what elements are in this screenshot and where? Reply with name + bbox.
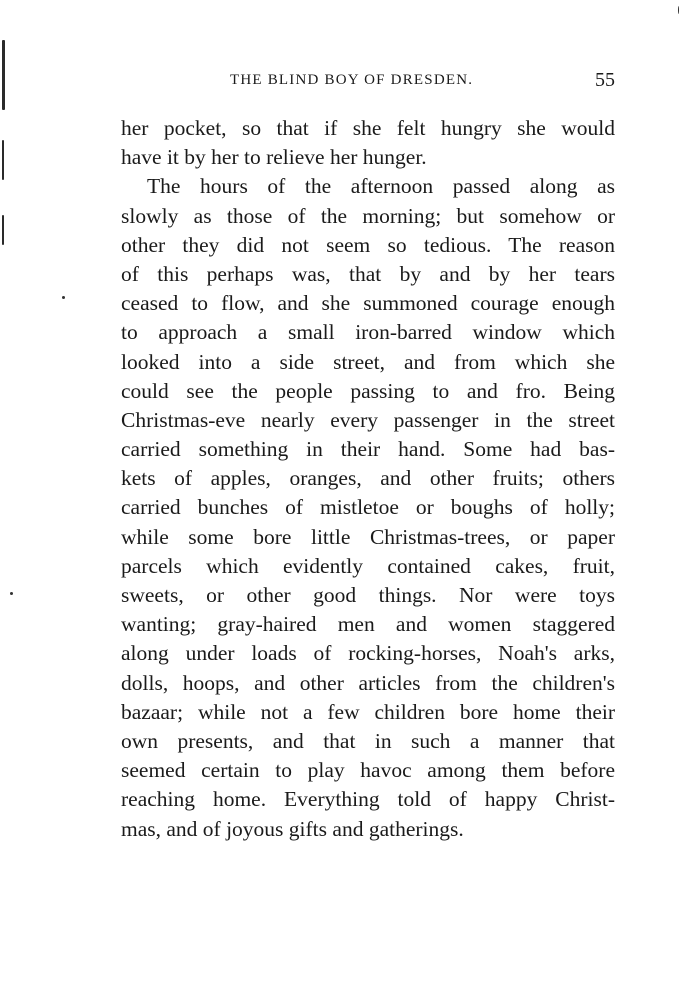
running-title: THE BLIND BOY OF DRESDEN. bbox=[230, 72, 474, 88]
text-line: The hours of the afternoon passed along as bbox=[147, 174, 615, 199]
text-line: of this perhaps was, that by and by her tears bbox=[121, 261, 615, 286]
text-line: parcels which evidently contained cakes, fruit, bbox=[121, 553, 615, 578]
text-line: reaching home. Everything told of happy Christ- bbox=[121, 787, 615, 812]
text-line: carried bunches of mistletoe or boughs of holly; bbox=[121, 495, 615, 520]
text-line: wanting; gray-haired men and women staggered bbox=[121, 612, 615, 637]
text-line: other they did not seem so tedious. The reason bbox=[121, 232, 615, 257]
scan-speck bbox=[678, 6, 679, 14]
scan-edge-mark bbox=[2, 215, 4, 245]
text-line: along under loads of rocking-horses, Noah's arks, bbox=[121, 641, 615, 666]
running-header bbox=[230, 69, 615, 98]
text-line: have it by her to relieve her hunger. bbox=[121, 145, 427, 170]
text-line: carried something in their hand. Some had bas- bbox=[121, 437, 615, 462]
scan-edge-mark bbox=[2, 40, 5, 110]
text-line: could see the people passing to and fro. Being bbox=[121, 378, 615, 403]
text-line: ceased to flow, and she summoned courage enough bbox=[121, 291, 615, 316]
text-line: looked into a side street, and from which she bbox=[121, 349, 615, 374]
text-line: while some bore little Christmas-trees, or paper bbox=[121, 524, 615, 549]
text-line: her pocket, so that if she felt hungry she would bbox=[121, 116, 615, 140]
text-line: sweets, or other good things. Nor were toys bbox=[121, 583, 615, 607]
text-line: seemed certain to play havoc among them before bbox=[121, 758, 615, 783]
text-line: slowly as those of the morning; but somehow or bbox=[121, 203, 615, 228]
text-line: bazaar; while not a few children bore home their bbox=[121, 699, 615, 724]
text-line: dolls, hoops, and other articles from the children's bbox=[121, 670, 615, 695]
body-text bbox=[121, 114, 615, 844]
text-line: mas, and of joyous gifts and gatherings. bbox=[121, 816, 464, 841]
text-line: Christmas-eve nearly every passenger in the street bbox=[121, 407, 615, 432]
text-line: kets of apples, oranges, and other fruits; others bbox=[121, 466, 615, 491]
scan-speck bbox=[10, 592, 13, 595]
scan-edge-mark bbox=[2, 140, 4, 180]
page-number: 55 bbox=[595, 69, 615, 91]
scan-speck bbox=[62, 296, 65, 299]
text-line: own presents, and that in such a manner that bbox=[121, 728, 615, 753]
text-line: to approach a small iron-barred window which bbox=[121, 320, 615, 345]
